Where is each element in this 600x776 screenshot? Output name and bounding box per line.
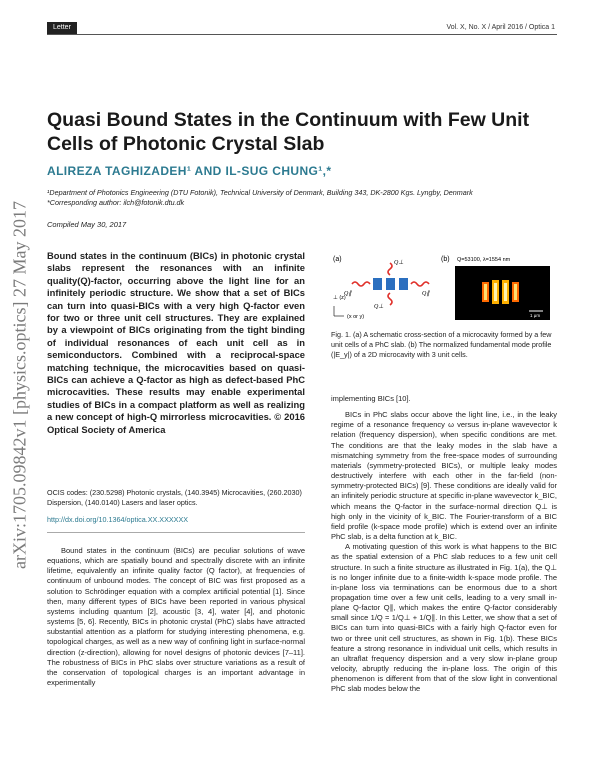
hotspot-core bbox=[484, 284, 487, 300]
q-perp-bottom: Q⊥ bbox=[374, 304, 384, 310]
axis-z-label: ⊥ (z) bbox=[333, 295, 346, 301]
unit-cell-1 bbox=[373, 278, 382, 290]
paragraph: A motivating question of this work is what happens to the BIC as the spatial extension of a PhC slab reduces to a few unit cell structure. In such a finite structure as illustrated in Fig. 1(a), the Q⊥ is no longer infinite due to a finite-width k-space mode profile. The in-plane loss via terminations can be enormous due to a short propagation time over a few unit cells, leading to a very small in-plane Q-factor Q∥, which makes the entire Q-factor considerably small since 1/Q = 1/Q⊥ + 1/Q∥. In this Letter, we show that a set of BICs can turn into quasi-BICs with a fairly high Q-factor even for two or three unit cell structures, as shown in Fig. 1(b). These BICs feature a strong resonance in individual unit cells, which results in an ultraflat frequency dispersion and a very slow in-plane group velocity, abruptly reducing the in-plane loss. The origin of this phenomenon is different from that of the slow light in conventional PhC slab modes below the bbox=[331, 542, 557, 694]
affiliation: ¹Department of Photonics Engineering (DTU Fotonik), Technical University of Denmark, Building 343, DK-2800 Kgs. Lyngby, Denmark bbox=[47, 188, 473, 197]
ocis-codes: OCIS codes: (230.5298) Photonic crystals, (140.3945) Microcavities, (260.2030) Dispersion, (140.0140) Lasers and laser optics. bbox=[47, 488, 302, 507]
top-loss-wave bbox=[388, 263, 392, 275]
q-value: Q=53100, λ=1554 nm bbox=[457, 257, 511, 263]
letter-badge: Letter bbox=[47, 22, 77, 34]
q-par-left: Q∥ bbox=[344, 291, 352, 297]
unit-cell-2 bbox=[386, 278, 395, 290]
scale-bar-label: 1 μm bbox=[530, 313, 541, 318]
axis-x-label: (x or y) bbox=[347, 314, 365, 320]
journal-info: Vol. X, No. X / April 2016 / Optica 1 bbox=[446, 24, 555, 31]
paragraph: BICs in PhC slabs occur above the light line, i.e., in the leaky regime of a resonance frequency ω versus in-plane wavevector k relation (frequency dispersion), when specific conditions are met. The conditions are that the leaky modes in the slab have a mismatching symmetry from the free-space modes of surrounding materials (symmetry-protected BICs), or multiple leaky modes destructively interfere with each other in the far-field (non-symmetry-protected BICs) [9]. These conditions are ideally valid for an infinitely periodic structure at specific in-plane wavevector k_BIC, which means the Q-factor in the surface-normal direction Q⊥ is high only in the vicinity of k_BIC. The Fourier-transform of a BIC field profile (k-space mode profile) which is extend over an infinite PhC slab, is a delta function at k_BIC. bbox=[331, 410, 557, 542]
figure-label-b: (b) bbox=[441, 256, 450, 263]
paragraph: implementing BICs [10]. bbox=[331, 394, 411, 403]
corresponding-author: *Corresponding author: ilch@fotonik.dtu.dk bbox=[47, 198, 185, 207]
authors: ALIREZA TAGHIZADEH¹ AND IL-SUG CHUNG¹,* bbox=[47, 164, 332, 178]
abstract: Bound states in the continuum (BICs) in photonic crystal slabs represent the resonances with an infinite quality(Q)-factor, occurring above the light line for an infinitely periodic structure. We show that a set of BICs can turn into quasi-BICs with a very high Q-factor even for two or three unit cell structures. They are explained by a viewpoint of BICs originating from the tight binding of individual resonances of each unit cell as in semiconductors. Combined with a reciprocal-space matching technique, the microcavities based on quasi-BICs can achieve a Q-factor as high as defect-based PhC microcavities. These results may enable experimental studies of BICs in a compact platform as well as realizing a new concept of high-Q mirrorless microcavities. © 2016 Optical Society of America bbox=[47, 250, 305, 435]
figure-1-graphic bbox=[330, 250, 555, 325]
bottom-loss-wave bbox=[388, 293, 392, 305]
arxiv-id[interactable]: arXiv:1705.09842v1 [physics.optics] 27 May 2017 bbox=[9, 201, 30, 569]
body-text-right bbox=[331, 394, 557, 695]
affiliations bbox=[47, 188, 557, 208]
figure-label-a: (a) bbox=[333, 256, 342, 263]
arxiv-sidebar bbox=[0, 150, 40, 620]
figure-caption: Fig. 1. (a) A schematic cross-section of a microcavity formed by a few unit cells of a PhC slab. (b) The normalized fundamental mode profile (|E_y|) of a 2D microcavity with 3 unit cells. bbox=[331, 330, 552, 359]
unit-cell-3 bbox=[399, 278, 408, 290]
compiled-date: Compiled May 30, 2017 bbox=[47, 220, 127, 229]
column-divider bbox=[47, 532, 305, 533]
hotspot-core bbox=[504, 283, 507, 301]
paper-title: Quasi Bound States in the Continuum with Few Unit Cells of Photonic Crystal Slab bbox=[47, 109, 530, 155]
figure-1 bbox=[330, 250, 555, 325]
doi-link[interactable]: http://dx.doi.org/10.1364/optica.XX.XXXXXX bbox=[47, 515, 189, 524]
q-perp-top: Q⊥ bbox=[394, 260, 404, 266]
hotspot-core bbox=[494, 283, 497, 301]
header-rule bbox=[47, 34, 557, 35]
body-text-left: Bound states in the continuum (BICs) are peculiar solutions of wave equations, which are spatially bound and spectrally discrete with an infinite lifetime, equivalently an infinite quality factor (Q factor), at frequencies of continuum of unbound modes. The concept of BIC was first proposed as a solution to Schrödinger equation with a complex artificial potential [1]. Since then, many different types of BICs have been reported in various physical systems including quantum [2], acoustic [3, 4], water [4], and photonic systems [5, 6]. Recently, BICs in photonic crystal (PhC) slabs have attracted substantial attention as a platform for studying interesting phenomena, e.g. topological charges, as well as a new way of confining light in surface-normal direction (z-direction), allowing for novel designs of photonic devices [7–11]. The robustness of BICs in PhC slabs over structure variations as a result of the conservation of topological charges is an important advantage in experimentally bbox=[47, 546, 305, 688]
hotspot-core bbox=[514, 284, 517, 300]
q-par-right: Q∥ bbox=[422, 291, 430, 297]
